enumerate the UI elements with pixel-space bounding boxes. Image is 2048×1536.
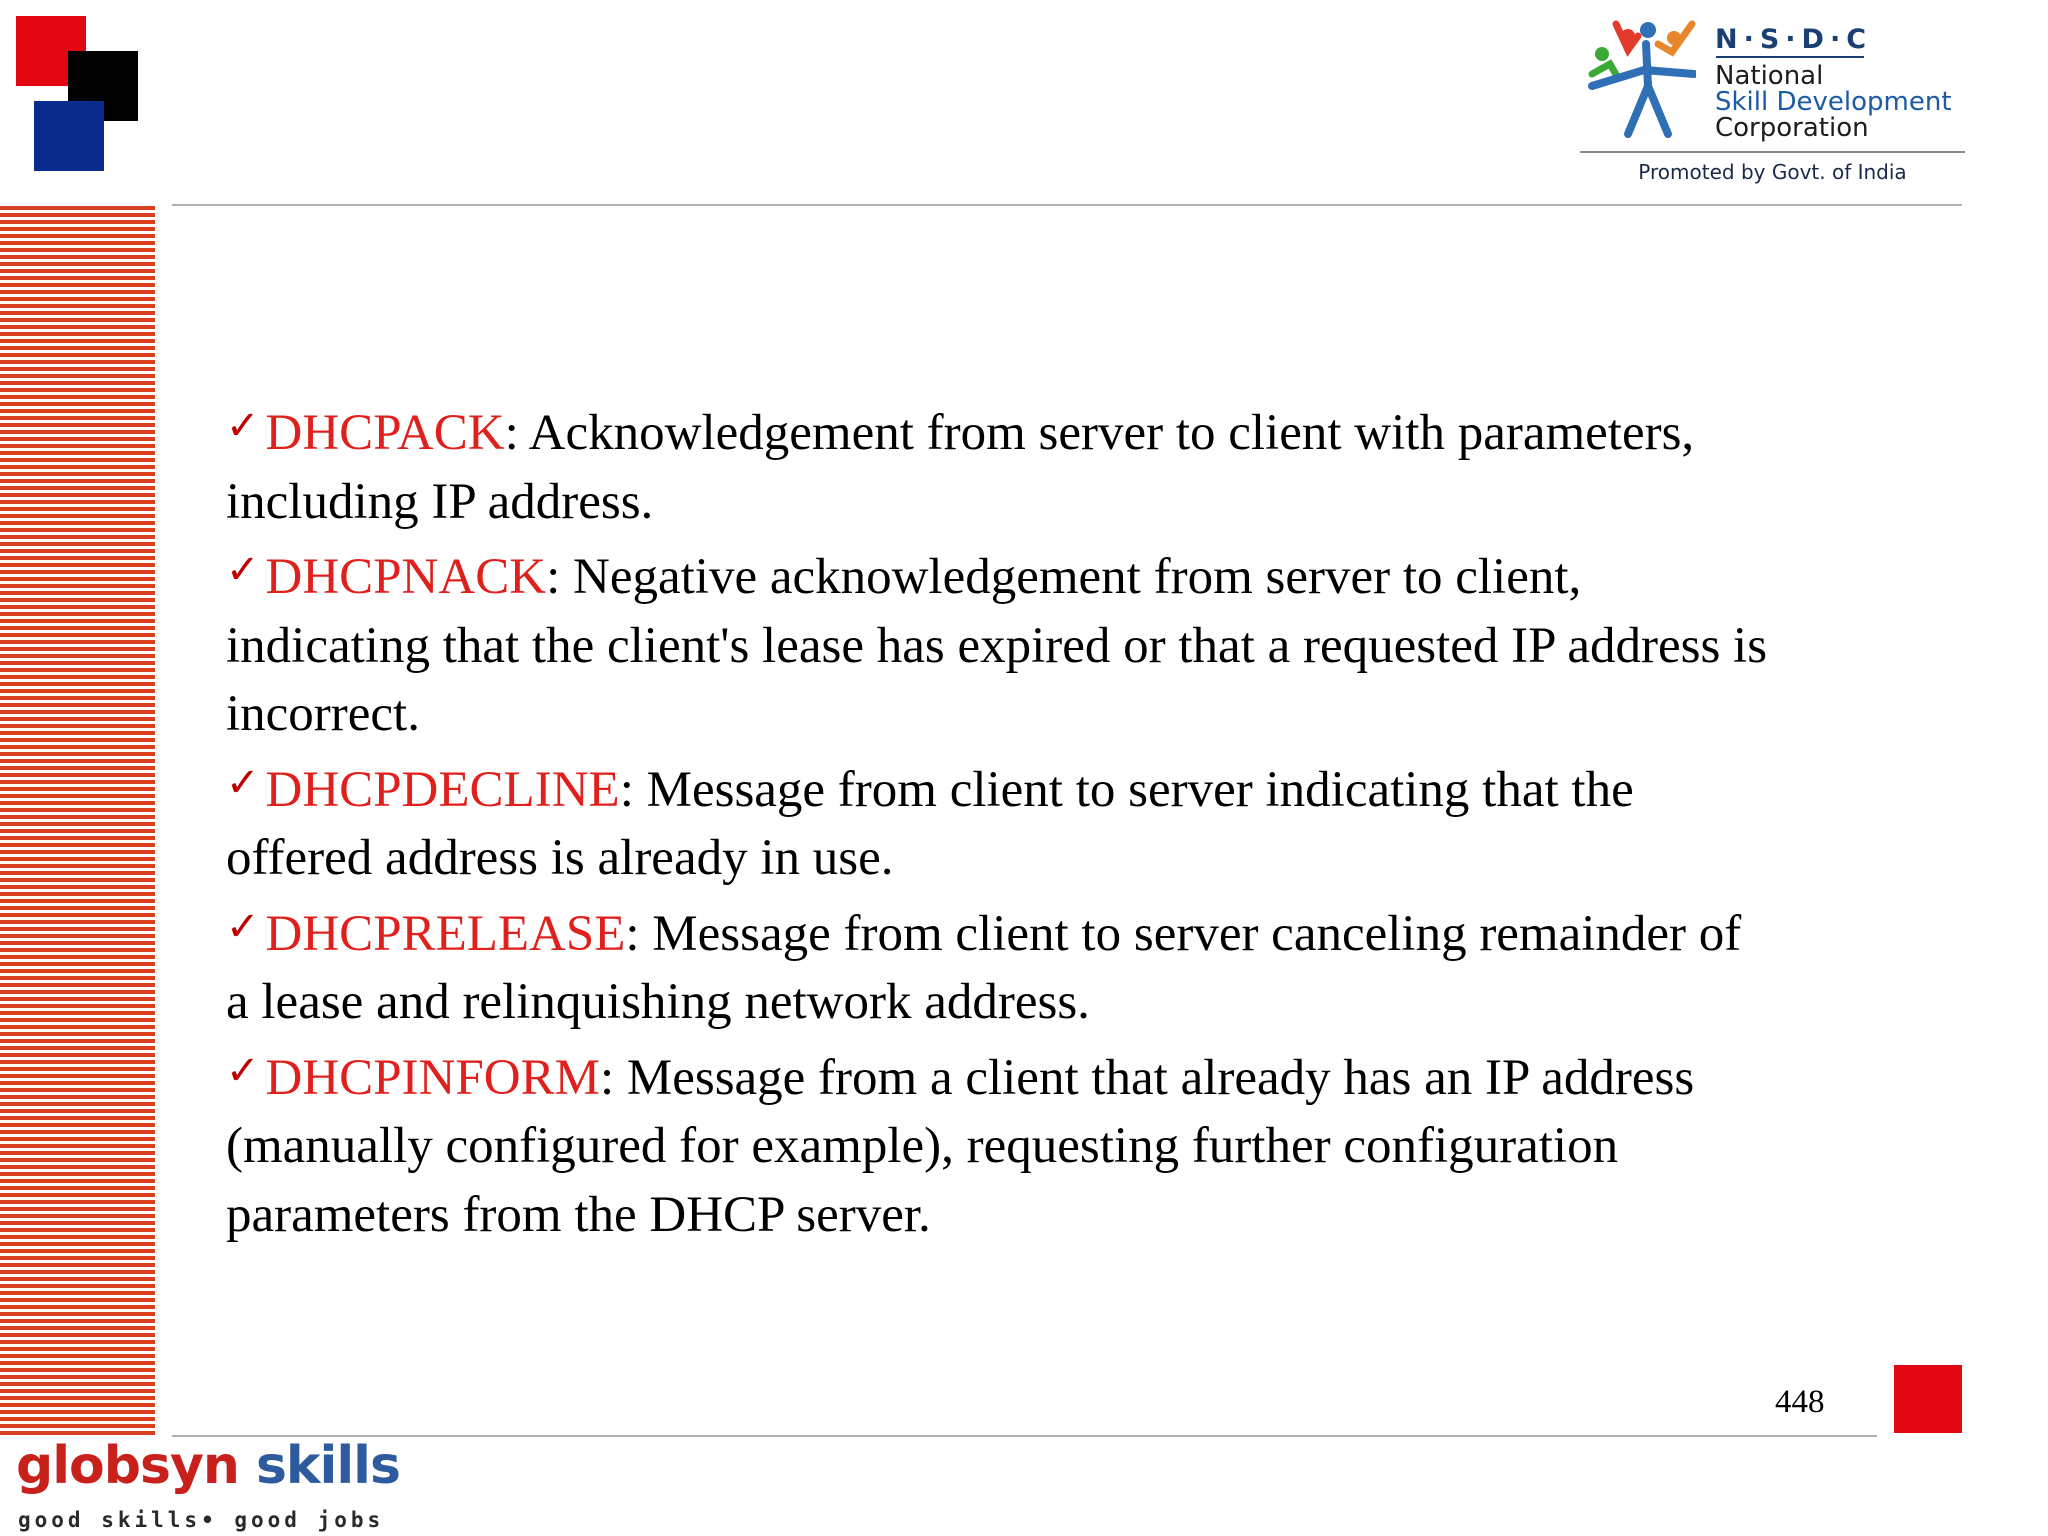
slide-body bbox=[226, 392, 1966, 1249]
nsdc-promoted-text: Promoted by Govt. of India bbox=[1638, 160, 1907, 184]
brand-part2: skills bbox=[238, 1436, 400, 1496]
bullet-term: DHCPINFORM bbox=[265, 1049, 600, 1106]
bullet-text-continued: offered address is already in use. bbox=[226, 830, 894, 886]
brand-part1: globsyn bbox=[16, 1436, 239, 1496]
checkmark-icon: ✓ bbox=[226, 903, 260, 950]
nsdc-name-line2: Skill Development bbox=[1715, 87, 1952, 117]
globsyn-logo bbox=[16, 1436, 400, 1496]
page-number: 448 bbox=[1775, 1384, 1825, 1420]
nsdc-figure-icon bbox=[1588, 16, 1696, 140]
bullet-text-continued: including IP address. bbox=[226, 473, 654, 530]
left-striped-bar bbox=[0, 206, 155, 1438]
nsdc-abbreviation: N·S·D·C bbox=[1715, 24, 1873, 55]
bullet-text: : Message from client to server canceling remainder of bbox=[625, 905, 1742, 962]
nsdc-separator bbox=[1580, 151, 1965, 153]
bullet-text: : Message from client to server indicating that the bbox=[619, 761, 1634, 818]
checkmark-icon: ✓ bbox=[226, 1047, 260, 1094]
bullet-text: : Acknowledgement from server to client with parameters, bbox=[504, 405, 1695, 461]
checkmark-icon: ✓ bbox=[226, 403, 260, 449]
brand-tagline: good skills• good jobs bbox=[18, 1508, 385, 1532]
bullet-text-continued: incorrect. bbox=[226, 686, 420, 742]
bullet-text-continued: a lease and relinquishing network address. bbox=[226, 974, 1090, 1030]
bullet-text: : Message from a client that already has an IP address bbox=[599, 1049, 1695, 1106]
bullet-term: DHCPACK bbox=[265, 405, 505, 461]
bullet-term: DHCPDECLINE bbox=[265, 761, 620, 818]
nsdc-name-line3: Corporation bbox=[1715, 113, 1869, 143]
bullet-item bbox=[226, 1037, 1966, 1250]
bullet-text-continued: parameters from the DHCP server. bbox=[226, 1186, 931, 1243]
bullet-term: DHCPRELEASE bbox=[265, 905, 626, 962]
nsdc-underline bbox=[1716, 56, 1864, 58]
nsdc-name-line1: National bbox=[1715, 61, 1824, 91]
corner-red-square bbox=[1894, 1365, 1962, 1433]
nsdc-logo bbox=[1580, 10, 1965, 190]
bullet-text-continued: indicating that the client's lease has expired or that a requested IP address is bbox=[226, 617, 1768, 674]
top-divider bbox=[172, 204, 1962, 206]
bullet-item bbox=[226, 536, 1966, 749]
bullet-item bbox=[226, 749, 1966, 893]
checkmark-icon: ✓ bbox=[226, 759, 260, 806]
bullet-term: DHCPNACK bbox=[265, 549, 547, 605]
bullet-item bbox=[226, 392, 1966, 536]
checkmark-icon: ✓ bbox=[226, 547, 260, 593]
bottom-divider bbox=[172, 1435, 1877, 1437]
bullet-text: : Negative acknowledgement from server to client, bbox=[546, 549, 1582, 605]
bullet-item bbox=[226, 893, 1966, 1037]
logo-square-blue bbox=[34, 101, 104, 171]
bullet-text-continued: (manually configured for example), requesting further configuration bbox=[226, 1118, 1619, 1174]
